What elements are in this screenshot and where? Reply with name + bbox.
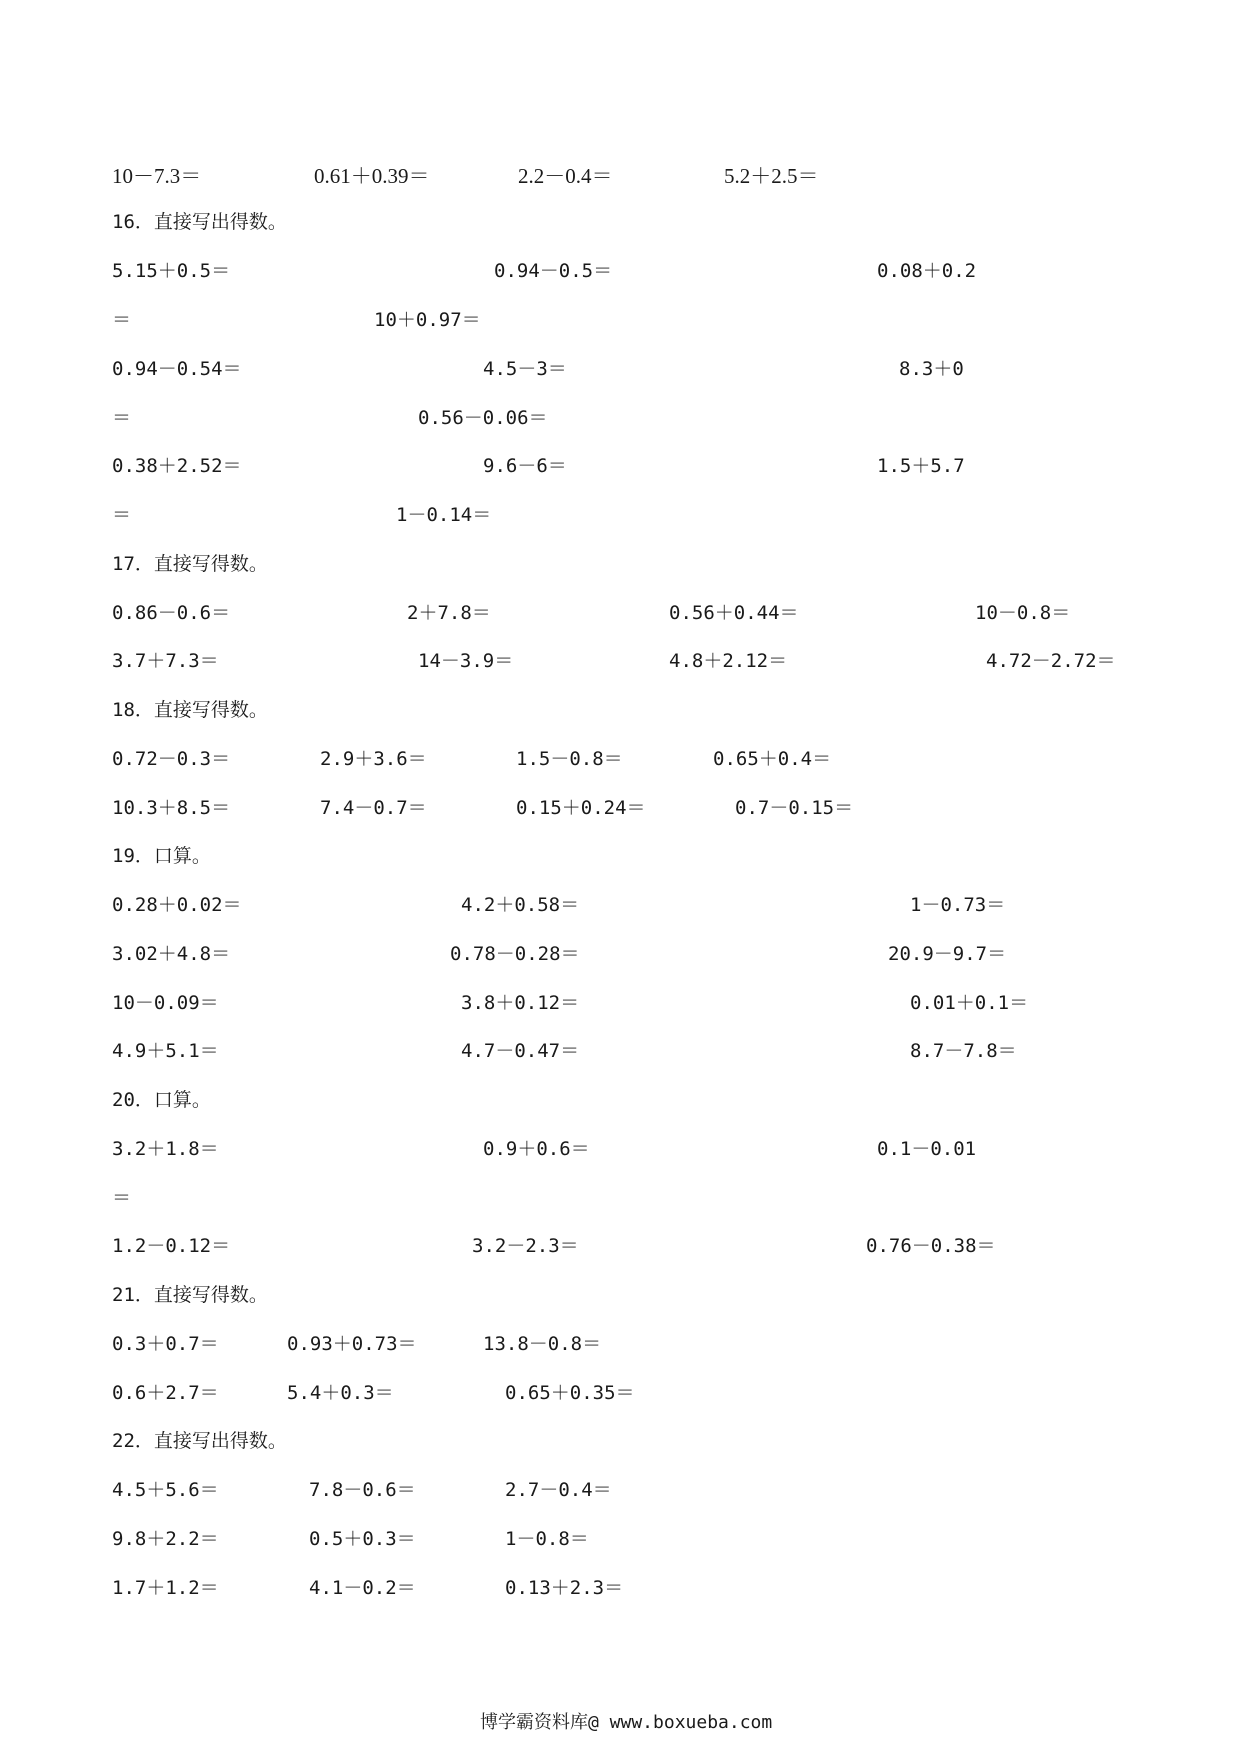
problem: 2＋7.8＝ — [407, 602, 491, 624]
problem: 0.1－0.01 — [877, 1138, 977, 1160]
problem: 0.56－0.06＝ — [418, 407, 548, 429]
problem: 4.1－0.2＝ — [309, 1577, 416, 1599]
problem: 7.8－0.6＝ — [309, 1479, 416, 1501]
question-heading-19: 19．口算。 — [112, 845, 211, 867]
question-heading-16: 16．直接写出得数。 — [112, 211, 287, 233]
problem: 4.5＋5.6＝ — [112, 1479, 219, 1501]
problem: 0.38＋2.52＝ — [112, 455, 242, 477]
problem: 0.08＋0.2 — [877, 260, 977, 282]
problem: 0.61＋0.39＝ — [314, 164, 430, 188]
problem: 5.4＋0.3＝ — [287, 1382, 394, 1404]
problem: 0.01＋0.1＝ — [910, 992, 1029, 1014]
problem: 9.6－6＝ — [483, 455, 567, 477]
problem: 1.5＋5.7 — [877, 455, 965, 477]
problem: 4.72－2.72＝ — [986, 650, 1116, 672]
problem: 4.9＋5.1＝ — [112, 1040, 219, 1062]
problem: 5.2＋2.5＝ — [724, 164, 819, 188]
problem: 3.2－2.3＝ — [472, 1235, 579, 1257]
problem: 0.65＋0.35＝ — [505, 1382, 635, 1404]
problem: 0.13＋2.3＝ — [505, 1577, 624, 1599]
problem: 2.7－0.4＝ — [505, 1479, 612, 1501]
problem: 7.4－0.7＝ — [320, 797, 427, 819]
problem: 3.8＋0.12＝ — [461, 992, 580, 1014]
problem-continuation: ＝ — [112, 309, 132, 331]
problem: 10－0.8＝ — [975, 602, 1071, 624]
problem: 0.72－0.3＝ — [112, 748, 231, 770]
problem: 10.3＋8.5＝ — [112, 797, 231, 819]
problem: 1.7＋1.2＝ — [112, 1577, 219, 1599]
problem: 2.9＋3.6＝ — [320, 748, 427, 770]
problem: 1－0.73＝ — [910, 894, 1006, 916]
question-heading-17: 17．直接写得数。 — [112, 553, 268, 575]
problem: 0.86－0.6＝ — [112, 602, 231, 624]
problem: 4.2＋0.58＝ — [461, 894, 580, 916]
problem: 0.15＋0.24＝ — [516, 797, 646, 819]
problem: 2.2－0.4＝ — [518, 164, 613, 188]
problem: 3.2＋1.8＝ — [112, 1138, 219, 1160]
problem: 0.7－0.15＝ — [735, 797, 854, 819]
problem-continuation: ＝ — [112, 1187, 132, 1209]
problem: 4.7－0.47＝ — [461, 1040, 580, 1062]
problem: 8.3＋0 — [899, 358, 964, 380]
problem: 10－7.3＝ — [112, 164, 202, 188]
problem: 5.15＋0.5＝ — [112, 260, 231, 282]
problem: 0.76－0.38＝ — [866, 1235, 996, 1257]
problem: 4.8＋2.12＝ — [669, 650, 788, 672]
problem: 0.56＋0.44＝ — [669, 602, 799, 624]
problem: 0.6＋2.7＝ — [112, 1382, 219, 1404]
problem: 10＋0.97＝ — [374, 309, 481, 331]
question-heading-21: 21．直接写得数。 — [112, 1284, 268, 1306]
problem: 8.7－7.8＝ — [910, 1040, 1017, 1062]
problem: 0.28＋0.02＝ — [112, 894, 242, 916]
problem: 0.65＋0.4＝ — [713, 748, 832, 770]
problem: 0.3＋0.7＝ — [112, 1333, 219, 1355]
page-footer: 博学霸资料库@ www.boxueba.com — [480, 1712, 773, 1733]
problem: 0.5＋0.3＝ — [309, 1528, 416, 1550]
question-heading-20: 20．口算。 — [112, 1089, 211, 1111]
problem: 1.5－0.8＝ — [516, 748, 623, 770]
problem: 13.8－0.8＝ — [483, 1333, 602, 1355]
problem: 0.93＋0.73＝ — [287, 1333, 417, 1355]
problem: 3.7＋7.3＝ — [112, 650, 219, 672]
problem: 4.5－3＝ — [483, 358, 567, 380]
problem: 0.78－0.28＝ — [450, 943, 580, 965]
problem: 0.9＋0.6＝ — [483, 1138, 590, 1160]
problem: 14－3.9＝ — [418, 650, 514, 672]
problem-continuation: ＝ — [112, 407, 132, 429]
problem: 0.94－0.54＝ — [112, 358, 242, 380]
problem: 10－0.09＝ — [112, 992, 219, 1014]
problem: 1－0.14＝ — [396, 504, 492, 526]
question-heading-22: 22．直接写出得数。 — [112, 1430, 287, 1452]
problem: 20.9－9.7＝ — [888, 943, 1007, 965]
problem: 3.02＋4.8＝ — [112, 943, 231, 965]
question-heading-18: 18．直接写得数。 — [112, 699, 268, 721]
problem: 1－0.8＝ — [505, 1528, 589, 1550]
problem: 0.94－0.5＝ — [494, 260, 613, 282]
problem-continuation: ＝ — [112, 504, 132, 526]
problem: 9.8＋2.2＝ — [112, 1528, 219, 1550]
problem: 1.2－0.12＝ — [112, 1235, 231, 1257]
